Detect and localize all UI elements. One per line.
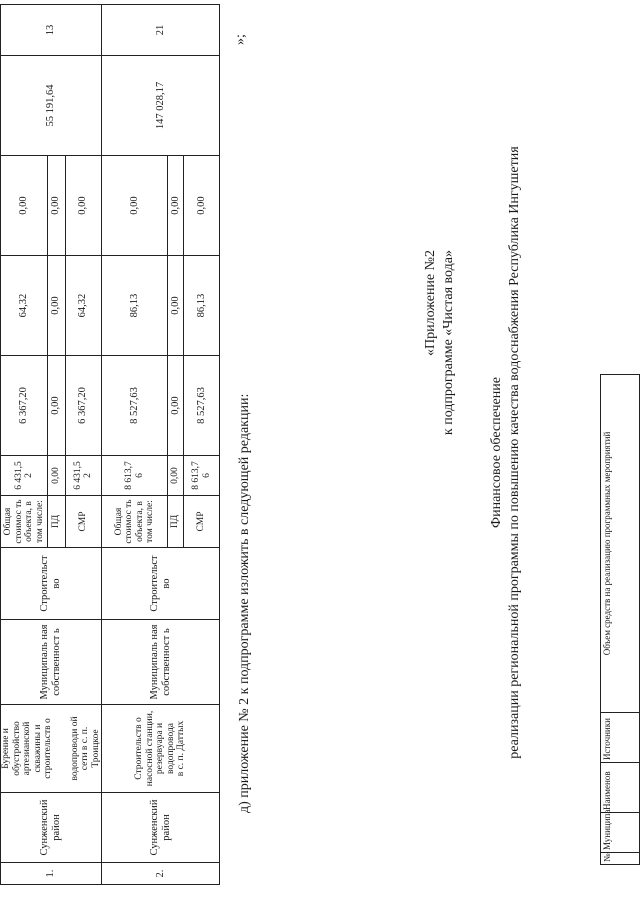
last-cell: 13: [1, 5, 102, 56]
smr-zero: 0,00: [65, 156, 101, 256]
total-value: 6 431,5 2: [1, 456, 48, 496]
smr-label: СМР: [65, 496, 101, 548]
work-type-cell: Строительст во: [1, 548, 102, 620]
sum-cell: 147 028,17: [102, 56, 220, 156]
pd-value: 0,00: [168, 456, 184, 496]
work-type-cell: Строительст во: [102, 548, 220, 620]
annex-title: «Приложение №2: [423, 250, 438, 356]
district-cell: Сунженский район: [1, 793, 102, 863]
table-row: [601, 375, 640, 865]
annex-subtitle: к подпрограмме «Чистая вода»: [441, 250, 456, 436]
smr-label: СМР: [184, 496, 220, 548]
pd-zero: 0,00: [168, 156, 184, 256]
pd-label: ПД: [168, 496, 184, 548]
header-source: Источники: [601, 713, 640, 763]
financing-title: [488, 0, 524, 905]
table-row: [1, 5, 48, 885]
total-value: 8 613,7 6: [102, 456, 168, 496]
total-pct: 86,13: [102, 256, 168, 356]
pd-zero: 0,00: [48, 156, 66, 256]
sum-cell: 55 191,64: [1, 56, 102, 156]
smr-amount: 8 527,63: [184, 356, 220, 456]
financing-title-line1: Финансовое обеспечение: [489, 377, 504, 528]
objects-table: [0, 4, 220, 885]
object-name-cell: [1, 705, 102, 793]
object-name-bottom: водопроводи ой сети в с. п. Троицкое: [69, 716, 101, 781]
object-name-bottom: в с. п. Даттых: [176, 720, 187, 777]
pd-amount: 0,00: [168, 356, 184, 456]
total-label: Общая стоимос ть объекта, в том числе:: [102, 496, 168, 548]
row-number: 2.: [102, 863, 220, 885]
total-pct: 64,32: [1, 256, 48, 356]
header-volume: Объем средств на реализацию программных мероприятий: [601, 375, 640, 713]
ownership-cell: Муниципаль ная собственност ь: [102, 620, 220, 705]
smr-amount: 6 367,20: [65, 356, 101, 456]
smr-value: 8 613,7 6: [184, 456, 220, 496]
pd-amount: 0,00: [48, 356, 66, 456]
pd-pct: 0,00: [48, 256, 66, 356]
amendment-text: д) приложение № 2 к подпрограмме изложить в следующей редакции:: [237, 393, 252, 813]
object-name-top: Строительств о насосной станции, резервуара и водопровода: [134, 710, 176, 787]
total-label: Общая стоимос ть объекта, в том числе:: [1, 496, 48, 548]
table-row: [102, 5, 168, 885]
total-amount: 8 527,63: [102, 356, 168, 456]
object-name-cell: [102, 705, 220, 793]
smr-zero: 0,00: [184, 156, 220, 256]
closing-quote-mark: »;: [233, 34, 248, 45]
smr-value: 6 431,5 2: [65, 456, 101, 496]
total-zero: 0,00: [1, 156, 48, 256]
financing-table: [600, 374, 640, 865]
smr-pct: 64,32: [65, 256, 101, 356]
pd-pct: 0,00: [168, 256, 184, 356]
smr-pct: 86,13: [184, 256, 220, 356]
pd-label: ПД: [48, 496, 66, 548]
header-municipality: Муниципа: [601, 813, 640, 853]
object-name-top: Бурение и обустройство артезианской скважины и строительств о: [1, 718, 53, 779]
annex-header: [422, 250, 458, 435]
total-amount: 6 367,20: [1, 356, 48, 456]
pd-value: 0,00: [48, 456, 66, 496]
ownership-cell: Муниципаль ная собственност ь: [1, 620, 102, 705]
district-cell: Сунженский район: [102, 793, 220, 863]
row-number: 1.: [1, 863, 102, 885]
financing-title-line2: реализации региональной программы по повышению качества водоснабжения Республика Ингушетия: [507, 146, 522, 759]
header-name: Наименов: [601, 763, 640, 813]
total-zero: 0,00: [102, 156, 168, 256]
last-cell: 21: [102, 5, 220, 56]
header-num: №: [601, 853, 640, 865]
